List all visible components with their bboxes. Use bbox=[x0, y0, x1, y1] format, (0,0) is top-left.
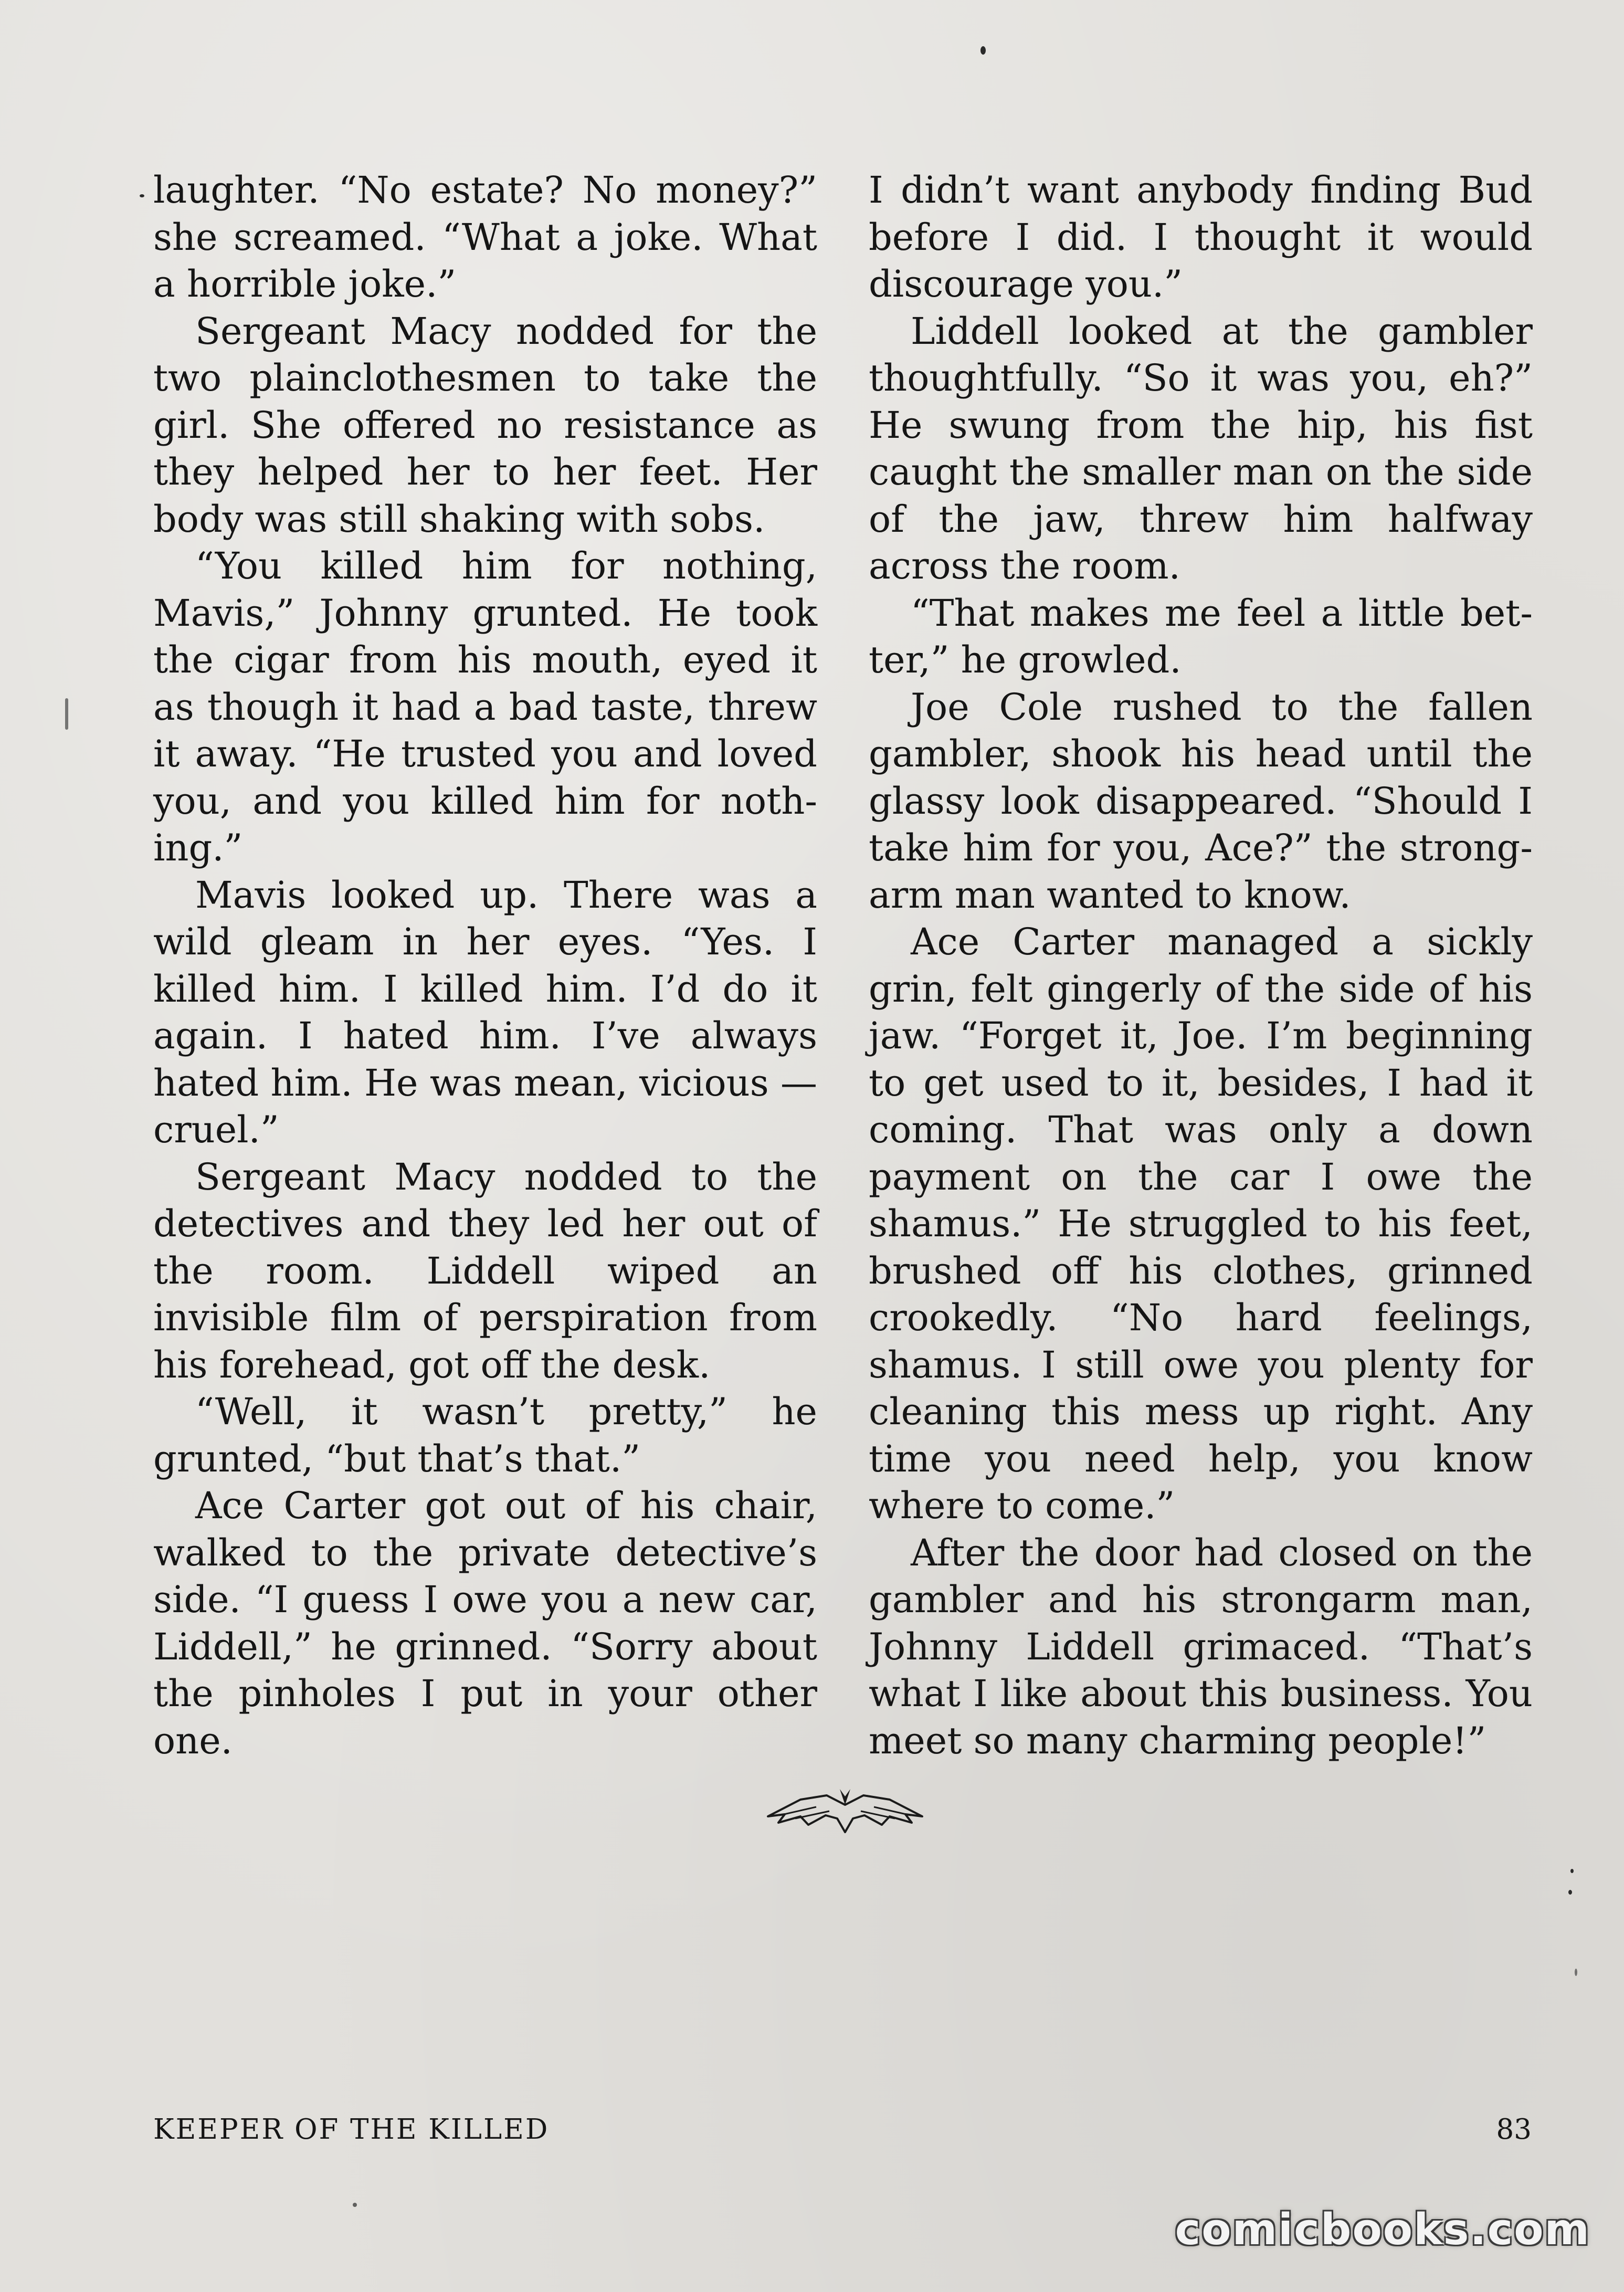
print-speck bbox=[980, 46, 986, 55]
paragraph: Liddell looked at the gambler thoughtfully. “So it was you, eh?” He swung from the hip, his fist caught the smaller man on the side of the jaw, threw him halfway across the room. bbox=[869, 309, 1533, 587]
paragraph: I didn’t want anybody finding Bud before I did. I thought it would discourage you.” bbox=[869, 169, 1533, 306]
paragraph: Joe Cole rushed to the fallen gambler, shook his head until the glassy look disappeared. “Should I take him for you, Ace?” the strongarm man wanted to know. bbox=[869, 685, 1533, 917]
print-speck bbox=[65, 698, 68, 730]
paragraph: Ace Carter managed a sickly grin, felt gingerly of the side of his jaw. “Forget it, Joe. I’m beginning to get used to it, besides, I had it coming. That was only a down payment on the car I owe the shamus.” He struggled to his feet, brushed off his clothes, grinned crookedly. “No hard feelings, shamus. I still owe you plenty for cleaning this mess up right. Any time you need help, you know where to come.” bbox=[869, 920, 1533, 1527]
page-number: 83 bbox=[1496, 2114, 1532, 2146]
paragraph: Ace Carter got out of his chair, walked to the private detective’s side. “I guess I owe you a new car, Liddell,” he grinned. “Sorry about the pinholes I put in your other one. bbox=[153, 1484, 817, 1762]
print-speck bbox=[1570, 1869, 1574, 1873]
paragraph: “That makes me feel a little better,” he growled. bbox=[869, 591, 1533, 681]
running-footer-title: KEEPER OF THE KILLED bbox=[153, 2114, 550, 2146]
paragraph: laughter. “No estate? No money?” she screamed. “What a joke. What a horrible joke.” bbox=[153, 169, 817, 306]
paragraph: Mavis looked up. There was a wild gleam in her eyes. “Yes. I killed him. I killed him. I’d do it again. I hated him. I’ve always hated him. He was mean, vicious — cruel.” bbox=[153, 873, 817, 1151]
print-speck bbox=[1575, 1969, 1577, 1976]
print-speck bbox=[140, 194, 144, 197]
paragraph: “You killed him for nothing, Mavis,” Johnny grunted. He took the cigar from his mouth, eyed it as though it had a bad taste, threw it away. “He trusted you and loved you, and you killed him for nothing.” bbox=[153, 544, 817, 869]
paragraph: Sergeant Macy nodded for the two plainclothesmen to take the girl. She offered no resistance as they helped her to her feet. Her body was still shaking with sobs. bbox=[153, 309, 817, 541]
right-text-column bbox=[869, 167, 1533, 1764]
print-speck bbox=[353, 2203, 357, 2207]
left-text-column bbox=[153, 167, 817, 1764]
paragraph: After the door had closed on the gambler and his strongarm man, Johnny Liddell grimaced. “That’s what I like about this business. You meet so many charming people!” bbox=[869, 1531, 1533, 1762]
paragraph: Sergeant Macy nodded to the detectives and they led her out of the room. Liddell wiped an invisible film of perspiration from his forehead, got off the desk. bbox=[153, 1155, 817, 1386]
print-speck bbox=[1568, 1890, 1572, 1895]
paragraph: “Well, it wasn’t pretty,” he grunted, “but that’s that.” bbox=[153, 1390, 817, 1480]
watermark-logo: comicbooks.com bbox=[1175, 2205, 1590, 2255]
bat-wing-ornament-icon bbox=[764, 1784, 926, 1836]
